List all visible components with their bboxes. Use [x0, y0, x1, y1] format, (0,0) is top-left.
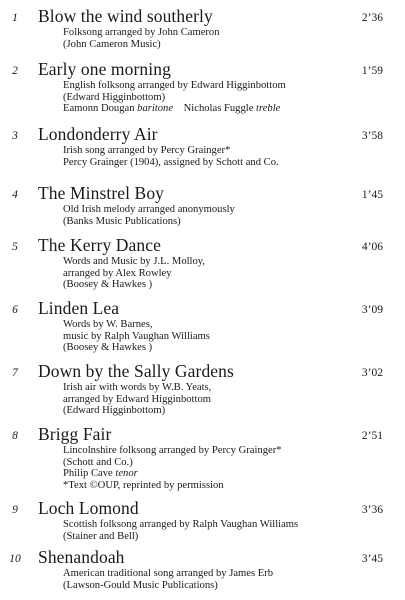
performers-line [63, 468, 282, 480]
track-number: 8 [12, 430, 18, 442]
track-title: Londonderry Air [38, 124, 158, 144]
track-credits [63, 80, 286, 115]
track-credits [63, 519, 298, 542]
track-title: The Kerry Dance [38, 235, 161, 255]
performer-role: treble [256, 103, 281, 115]
credit-line: American traditional song arranged by James Erb [63, 568, 274, 579]
credit-line: Percy Grainger (1904), assigned by Schott and Co. [63, 156, 279, 168]
track-duration: 2’51 [361, 430, 383, 442]
track-title: Brigg Fair [38, 424, 112, 444]
track-credits [63, 382, 211, 417]
performer-role: baritone [137, 103, 174, 115]
performers-line [63, 103, 286, 115]
credit-line: (Stainer and Bell) [63, 530, 139, 542]
track-number: 10 [9, 553, 21, 565]
track-title: Blow the wind southerly [38, 6, 213, 26]
track-duration: 3’36 [361, 504, 383, 516]
performer-role: tenor [115, 468, 138, 480]
track-number: 3 [12, 130, 18, 142]
credit-line: music by Ralph Vaughan Williams [63, 330, 210, 342]
performer-name: Philip Cave [63, 468, 113, 480]
credit-line: arranged by Alex Rowley [63, 267, 172, 279]
credit-line: Irish song arranged by Percy Grainger* [63, 145, 231, 156]
copyright-note: *Text ©OUP, reprinted by permission [63, 479, 224, 491]
credit-line: Old Irish melody arranged anonymously [63, 204, 235, 215]
track-credits [63, 145, 279, 168]
track-credits [63, 319, 210, 354]
track-duration: 3’58 [361, 130, 383, 142]
track-duration: 1’59 [361, 65, 383, 77]
track-number: 6 [12, 304, 18, 316]
track-title: The Minstrel Boy [38, 183, 165, 203]
track-duration: 3’09 [361, 304, 383, 316]
track-number: 5 [12, 241, 18, 253]
track-title: Down by the Sally Gardens [38, 361, 234, 381]
track-duration: 1’45 [361, 189, 383, 201]
credit-line: (Lawson-Gould Music Publications) [63, 579, 218, 591]
performer-name: Nicholas Fuggle [183, 103, 254, 115]
track-number: 9 [12, 504, 18, 516]
track-title: Loch Lomond [38, 498, 139, 518]
credit-line: Words by W. Barnes, [63, 319, 153, 330]
credit-line: (Edward Higginbottom) [63, 91, 166, 103]
credit-line: English folksong arranged by Edward Higginbottom [63, 80, 286, 91]
credit-line: Scottish folksong arranged by Ralph Vaughan Williams [63, 519, 299, 530]
credit-line: Words and Music by J.L. Molloy, [63, 256, 206, 267]
credit-line: (Boosey & Hawkes ) [63, 279, 153, 291]
credit-line: (Edward Higginbottom) [63, 405, 166, 417]
track-duration: 3’02 [361, 367, 383, 379]
track-number: 2 [12, 65, 18, 77]
credit-line: (Schott and Co.) [63, 456, 133, 468]
track-title: Linden Lea [38, 298, 120, 318]
track-credits [63, 256, 205, 291]
track-credits [63, 445, 282, 491]
credit-line: (Banks Music Publications) [63, 215, 181, 227]
performer-name: Eamonn Dougan [63, 103, 135, 115]
track-credits [63, 204, 235, 227]
credit-line: Lincolnshire folksong arranged by Percy Grainger* [63, 445, 282, 456]
credit-line: Irish air with words by W.B. Yeats, [63, 382, 212, 393]
track-credits [63, 568, 273, 591]
track-duration: 2’36 [361, 12, 383, 24]
credit-line: Folksong arranged by John Cameron [63, 27, 220, 38]
track-duration: 3’45 [361, 553, 383, 565]
track-title: Shenandoah [38, 547, 125, 567]
track-number: 4 [12, 189, 18, 201]
track-title: Early one morning [38, 59, 171, 79]
credit-line: (John Cameron Music) [63, 38, 161, 50]
track-number: 1 [12, 12, 18, 24]
track-number: 7 [12, 367, 18, 379]
credit-line: arranged by Edward Higginbottom [63, 393, 211, 405]
credit-line: (Boosey & Hawkes ) [63, 342, 153, 354]
track-duration: 4’06 [361, 241, 383, 253]
track-credits [63, 27, 220, 50]
